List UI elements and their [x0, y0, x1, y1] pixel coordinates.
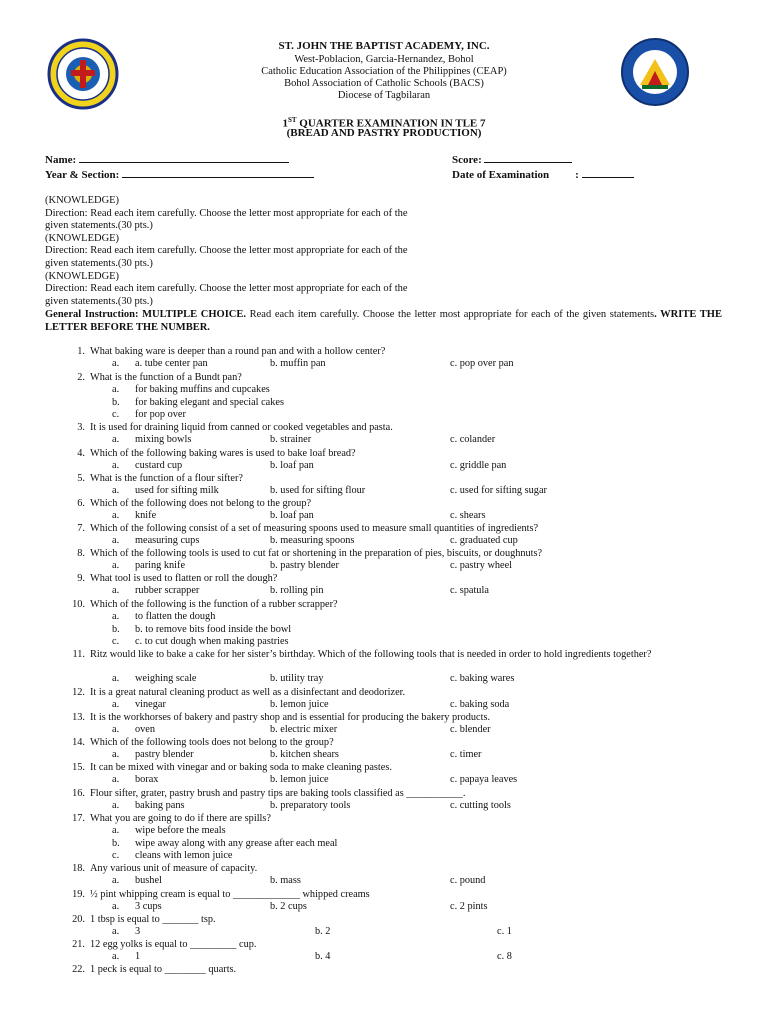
question-text: 1 tbsp is equal to _______ tsp. — [90, 914, 216, 925]
choice-text: c. pastry wheel — [450, 560, 513, 571]
answer-choice[interactable] — [270, 434, 311, 446]
date-field[interactable]: Date of Examination : — [452, 168, 634, 182]
question-number: 15. — [72, 762, 85, 773]
choice-text: bushel — [135, 875, 162, 886]
choice-text: c. cutting tools — [450, 800, 511, 811]
question-number: 20. — [72, 914, 85, 925]
question-number: 18. — [72, 863, 85, 874]
answer-choice[interactable] — [450, 724, 491, 736]
question-number: 10. — [72, 599, 85, 610]
choice-letter: b. — [112, 837, 120, 849]
choice-letter: a. — [112, 774, 120, 785]
choice-letter: a. — [112, 535, 120, 546]
choice-text: b. 4 — [315, 951, 331, 962]
answer-choice[interactable] — [112, 611, 215, 623]
directions — [45, 195, 485, 308]
choice-text: b. mass — [270, 875, 301, 886]
exam-subtitle: (BREAD AND PASTRY PRODUCTION) — [286, 127, 482, 139]
choice-text: b. muffin pan — [270, 358, 326, 369]
choice-letter: a. — [112, 510, 120, 521]
choice-text: wipe before the meals — [135, 825, 226, 836]
answer-choice[interactable] — [270, 510, 314, 522]
question-number: 22. — [72, 964, 85, 975]
question-number: 12. — [72, 687, 85, 698]
question-number: 9. — [77, 573, 85, 584]
answer-choice[interactable] — [450, 800, 511, 812]
answer-choice[interactable] — [112, 384, 270, 396]
choice-text: for baking elegant and special cakes — [135, 396, 284, 408]
answer-choice[interactable] — [112, 774, 158, 786]
choice-text: baking pans — [135, 800, 185, 811]
exam-title: 1ST QUARTER EXAMINATION IN TLE 7 — [282, 116, 486, 130]
name-field[interactable]: Name: — [45, 153, 289, 167]
answer-choice[interactable] — [270, 560, 339, 572]
diocese: Diocese of Tagbilaran — [337, 90, 431, 101]
choice-text: b. lemon juice — [270, 699, 329, 710]
question-text: What baking ware is deeper than a round pan and with a hollow center? — [90, 346, 386, 357]
choice-text: b. strainer — [270, 434, 312, 445]
choice-text: for pop over — [135, 409, 186, 420]
year-section-field[interactable]: Year & Section: — [45, 168, 314, 182]
answer-choice[interactable] — [450, 585, 489, 597]
answer-choice[interactable] — [112, 585, 199, 597]
choice-text: used for sifting milk — [135, 485, 219, 496]
question-text: Flour sifter, grater, pastry brush and pastry tips are baking tools classified as ___________. — [90, 788, 466, 799]
question-text: What is the function of a flour sifter? — [90, 473, 243, 484]
answer-choice[interactable] — [315, 926, 330, 938]
answer-choice[interactable] — [270, 358, 326, 370]
choice-text: c. 2 pints — [450, 901, 488, 912]
choice-text: b. used for sifting flour — [270, 485, 366, 496]
choice-letter: b. — [112, 623, 120, 635]
question-number: 14. — [72, 737, 85, 748]
answer-choice[interactable] — [270, 585, 324, 597]
choice-letter: a. — [112, 460, 120, 471]
choice-letter: c. — [112, 850, 120, 861]
answer-choice[interactable] — [112, 724, 155, 736]
question-text: Which of the following baking wares is used to bake loaf bread? — [90, 448, 356, 459]
question-number: 21. — [72, 939, 85, 950]
answer-choice[interactable] — [112, 875, 162, 887]
choice-text: mixing bowls — [135, 434, 192, 445]
answer-choice[interactable] — [270, 724, 337, 736]
choice-text: c. shears — [450, 510, 486, 521]
choice-text: a. tube center pan — [135, 358, 208, 369]
choice-letter: a. — [112, 749, 120, 760]
choice-text: b. utility tray — [270, 673, 324, 684]
choice-text: b. 2 — [315, 926, 331, 937]
choice-text: b. to remove bits food inside the bowl — [135, 623, 292, 635]
choice-text: b. kitchen shears — [270, 749, 339, 760]
answer-choice[interactable] — [112, 397, 284, 409]
choice-text: 3 cups — [135, 901, 162, 912]
question-text: What you are going to do if there are spills? — [90, 813, 271, 824]
choice-text: paring knife — [135, 560, 186, 571]
answer-choice[interactable] — [450, 875, 485, 887]
answer-choice[interactable] — [270, 901, 307, 913]
answer-choice[interactable] — [112, 901, 162, 913]
answer-choice[interactable] — [112, 510, 156, 522]
answer-choice[interactable] — [450, 901, 487, 913]
answer-choice[interactable] — [450, 749, 481, 761]
choice-letter: a. — [112, 699, 120, 710]
choice-text: c. baking wares — [450, 673, 515, 684]
answer-choice[interactable] — [112, 951, 140, 963]
choice-text: to flatten the dough — [135, 611, 216, 622]
answer-choice[interactable] — [270, 485, 365, 497]
question-text: 1 peck is equal to ________ quarts. — [90, 964, 237, 975]
answer-choice[interactable] — [450, 535, 518, 547]
choice-text: vinegar — [135, 699, 166, 710]
choice-text: c. used for sifting sugar — [450, 485, 547, 496]
choice-text: c. 1 — [497, 926, 512, 937]
choice-text: cleans with lemon juice — [135, 850, 233, 861]
choice-letter: a. — [112, 724, 120, 735]
choice-text: knife — [135, 510, 157, 521]
question-number: 17. — [72, 813, 85, 824]
question-text: Ritz would like to bake a cake for her sister’s birthday. Which of the following tools that is needed in order to hold ingredients together? — [90, 649, 652, 660]
choice-letter: a. — [112, 611, 120, 622]
question-number: 11. — [72, 649, 85, 660]
choice-text: c. spatula — [450, 585, 489, 596]
answer-choice[interactable] — [112, 749, 194, 761]
choice-text: c. pop over pan — [450, 358, 514, 369]
answer-choice[interactable] — [270, 535, 354, 547]
score-field[interactable]: Score: — [452, 153, 572, 167]
answer-choice[interactable] — [112, 485, 219, 497]
answer-choice[interactable] — [497, 926, 512, 938]
answer-choice[interactable] — [112, 358, 208, 370]
choice-letter: a. — [112, 485, 120, 496]
answer-choice[interactable] — [112, 673, 196, 685]
answer-choice[interactable] — [112, 825, 226, 837]
question-text: It is used for draining liquid from canned or cooked vegetables and pasta. — [90, 422, 393, 433]
choice-text: b. measuring spoons — [270, 535, 355, 546]
choice-text: c. colander — [450, 434, 496, 445]
choice-text: wipe away along with any grease after each meal — [135, 837, 338, 849]
choice-text: measuring cups — [135, 535, 200, 546]
choice-letter: c. — [112, 409, 120, 420]
choice-text: c. graduated cup — [450, 535, 518, 546]
answer-choice[interactable] — [112, 560, 185, 572]
question-text: Which of the following consist of a set of measuring spoons used to measure small quantities of ingredients? — [90, 523, 539, 534]
answer-choice[interactable] — [270, 800, 350, 812]
choice-letter: a. — [112, 825, 120, 836]
choice-letter: a. — [112, 673, 120, 684]
question-text: It is the workhorses of bakery and pastry shop and is essential for producing the bakery products. — [90, 712, 491, 723]
answer-choice[interactable] — [450, 485, 547, 497]
answer-choice[interactable] — [450, 560, 512, 572]
question-number: 5. — [77, 473, 85, 484]
answer-choice[interactable] — [450, 774, 517, 786]
choice-text: for baking muffins and cupcakes — [135, 384, 270, 395]
answer-choice[interactable] — [450, 510, 485, 522]
choice-text: 3 — [135, 926, 141, 937]
choice-text: b. electric mixer — [270, 724, 338, 735]
answer-choice[interactable] — [270, 460, 314, 472]
choice-text: oven — [135, 724, 156, 735]
association-ceap: Catholic Education Association of the Philippines (CEAP) — [261, 66, 507, 77]
choice-text: b. loaf pan — [270, 510, 314, 521]
question-text: Which of the following is the function of a rubber scrapper? — [90, 599, 338, 610]
answer-choice[interactable] — [315, 951, 330, 963]
choice-text: b. lemon juice — [270, 774, 329, 785]
answer-choice[interactable] — [112, 409, 186, 421]
question-number: 8. — [77, 548, 85, 559]
answer-choice[interactable] — [270, 699, 329, 711]
answer-choice[interactable] — [112, 624, 291, 636]
choice-letter: a. — [112, 926, 120, 937]
question-number: 2. — [77, 372, 85, 383]
question-number: 13. — [72, 712, 85, 723]
choice-letter: a. — [112, 384, 120, 395]
answer-choice[interactable] — [450, 358, 513, 370]
question-text: ½ pint whipping cream is equal to _____________ whipped creams — [90, 889, 370, 900]
choice-letter: a. — [112, 951, 120, 962]
direction-block: (KNOWLEDGE) Direction: Read each item carefully. Choose the letter most appropriate for each of the given statements.(30 pts.) — [45, 270, 408, 307]
choice-text: b. pastry blender — [270, 560, 339, 571]
question-text: What is the function of a Bundt pan? — [90, 372, 242, 383]
question-text: It can be mixed with vinegar and or baking soda to make cleaning pastes. — [90, 762, 392, 773]
answer-choice[interactable] — [450, 673, 514, 685]
school-address: West-Poblacion, Garcia-Hernandez, Bohol — [294, 54, 474, 65]
choice-text: c. timer — [450, 749, 482, 760]
question-number: 7. — [77, 523, 85, 534]
question-number: 4. — [77, 448, 85, 459]
answer-choice[interactable] — [270, 749, 339, 761]
choice-text: 1 — [135, 951, 141, 962]
association-bacs: Bohol Association of Catholic Schools (BACS) — [284, 78, 484, 89]
choice-text: b. rolling pin — [270, 585, 324, 596]
direction-block: (KNOWLEDGE) Direction: Read each item carefully. Choose the letter most appropriate for each of the given statements.(30 pts.) — [45, 195, 408, 232]
question-text: Any various unit of measure of capacity. — [90, 863, 258, 874]
question-number: 16. — [72, 788, 85, 799]
answer-choice[interactable] — [112, 636, 289, 648]
question-text: Which of the following tools is used to cut fat or shortening in the preparation of pies, biscuits, or doughnuts? — [90, 548, 543, 559]
question-number: 19. — [72, 889, 85, 900]
choice-text: b. preparatory tools — [270, 800, 351, 811]
answer-choice[interactable] — [450, 699, 509, 711]
choice-letter: a. — [112, 434, 120, 445]
choice-letter: b. — [112, 396, 120, 408]
choice-letter: a. — [112, 901, 120, 912]
answer-choice[interactable] — [112, 800, 184, 812]
answer-choice[interactable] — [112, 850, 233, 862]
direction-block: (KNOWLEDGE) Direction: Read each item carefully. Choose the letter most appropriate for each of the given statements.(30 pts.) — [45, 232, 408, 269]
choice-letter: a. — [112, 585, 120, 596]
choice-text: c. griddle pan — [450, 460, 507, 471]
answer-choice[interactable] — [112, 460, 182, 472]
answer-choice[interactable] — [450, 460, 506, 472]
choice-text: c. pound — [450, 875, 486, 886]
choice-text: borax — [135, 774, 159, 785]
question-text: Which of the following tools does not belong to the group? — [90, 737, 334, 748]
choice-letter: a. — [112, 875, 120, 886]
choice-letter: a. — [112, 358, 120, 369]
choice-text: c. baking soda — [450, 699, 510, 710]
choice-text: b. loaf pan — [270, 460, 314, 471]
choice-letter: a. — [112, 800, 120, 811]
question-number: 3. — [77, 422, 85, 433]
answer-choice[interactable] — [497, 951, 512, 963]
choice-text: weighing scale — [135, 673, 197, 684]
question-text: It is a great natural cleaning product as well as a disinfectant and deodorizer. — [90, 687, 406, 698]
question-text: 12 egg yolks is equal to _________ cup. — [90, 939, 257, 950]
answer-choice[interactable] — [112, 838, 337, 850]
choice-text: b. 2 cups — [270, 901, 307, 912]
choice-text: c. 8 — [497, 951, 512, 962]
choice-text: c. to cut dough when making pastries — [135, 636, 289, 647]
answer-choice[interactable] — [112, 535, 199, 547]
choice-letter: a. — [112, 560, 120, 571]
general-instruction: General Instruction: MULTIPLE CHOICE. Read each item carefully. Choose the letter most appropriate for each of the given statements. WRITE THE LETTER BEFORE THE NUMBER. — [45, 309, 722, 333]
answer-choice[interactable] — [112, 434, 191, 446]
answer-choice[interactable] — [270, 875, 301, 887]
choice-text: c. blender — [450, 724, 491, 735]
question-text: What tool is used to flatten or roll the dough? — [90, 573, 278, 584]
school-name: ST. JOHN THE BAPTIST ACADEMY, INC. — [278, 40, 490, 52]
answer-choice[interactable] — [270, 673, 323, 685]
answer-choice[interactable] — [112, 699, 166, 711]
choice-text: rubber scrapper — [135, 585, 200, 596]
answer-choice[interactable] — [450, 434, 495, 446]
answer-choice[interactable] — [112, 926, 140, 938]
question-number: 1. — [77, 346, 85, 357]
question-text: Which of the following does not belong to the group? — [90, 498, 312, 509]
choice-text: c. papaya leaves — [450, 774, 518, 785]
choice-letter: c. — [112, 636, 120, 647]
question-number: 6. — [77, 498, 85, 509]
choice-text: pastry blender — [135, 749, 194, 760]
answer-choice[interactable] — [270, 774, 329, 786]
choice-text: custard cup — [135, 460, 183, 471]
